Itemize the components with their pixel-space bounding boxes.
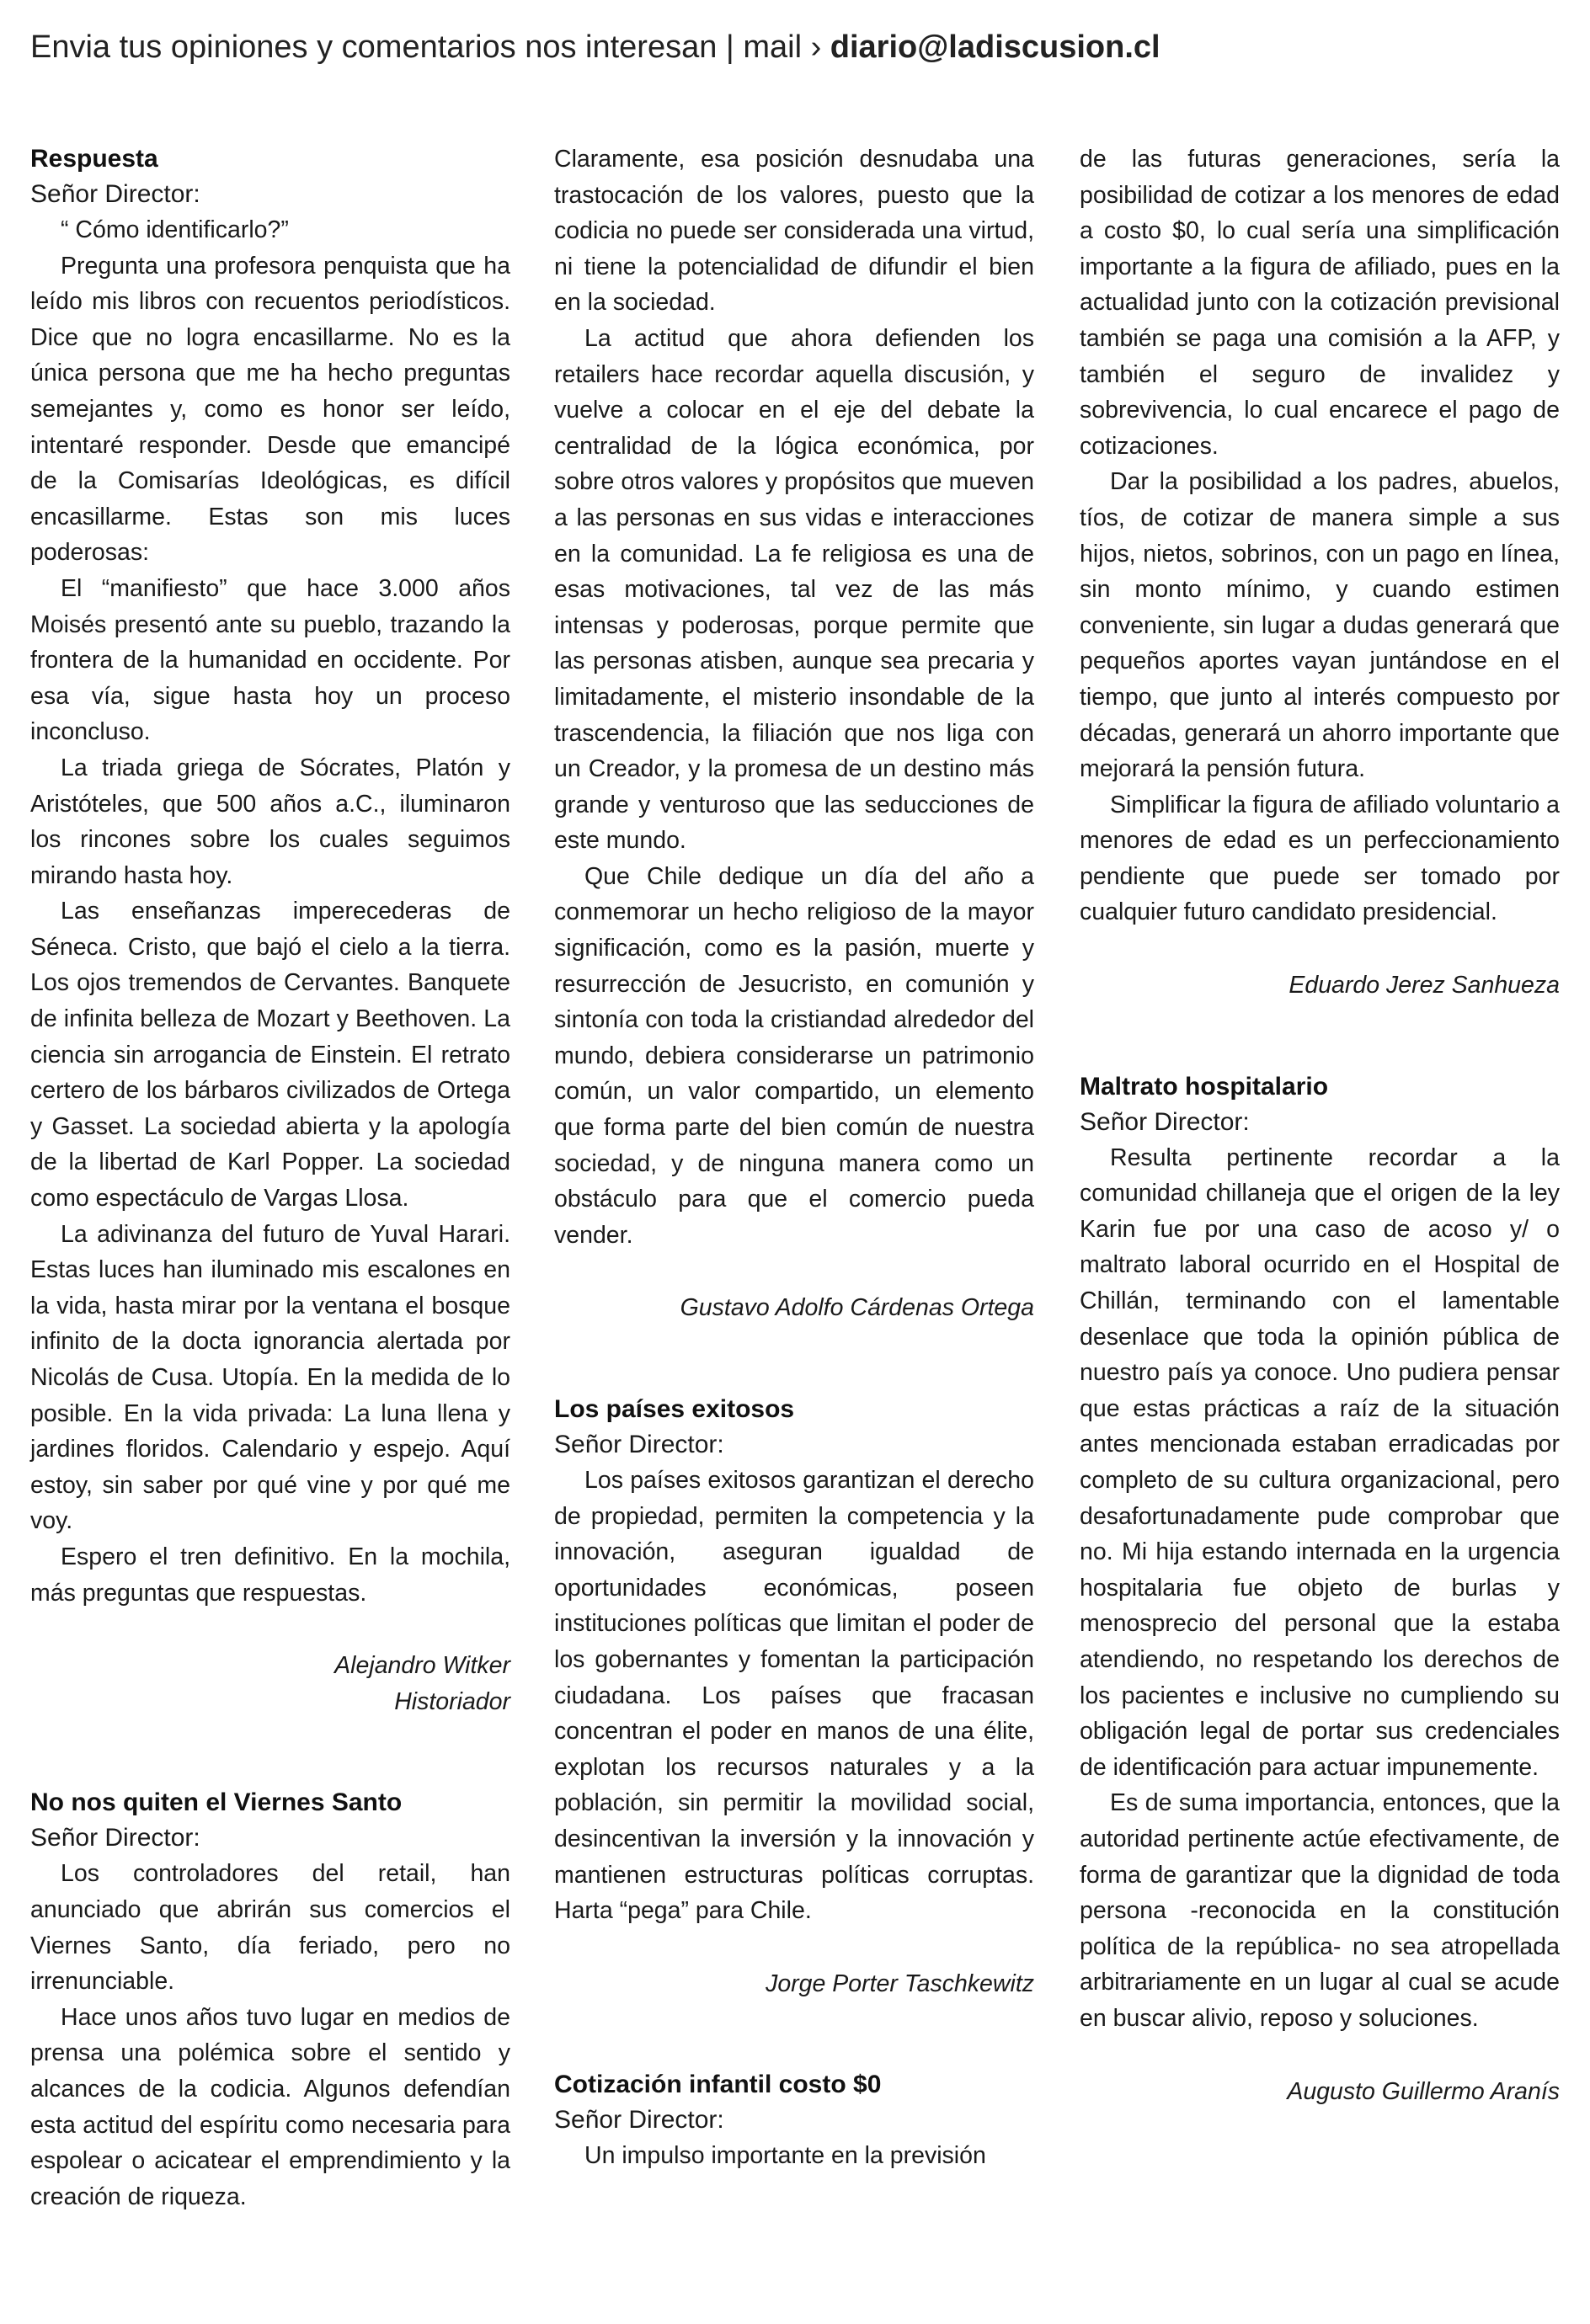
letter-paragraph: Las enseñanzas imperecederas de Séneca. Cristo, que bajó el cielo a la tierra. Los ojos tremendos de Cervantes. Banquete de infinita belleza de Mozart y Beethoven. La ciencia sin arrogancia de Einstein. El retrato certero de los bárbaros civilizados de Ortega y Gasset. La sociedad abierta y la apología de la libertad de Karl Popper. La sociedad como espectáculo de Vargas Llosa. [30,898,510,1213]
letter-signature [30,1648,510,1719]
header-text: Envia tus opiniones y comentarios nos interesan | mail › [30,29,830,65]
letter-paragraph: La actitud que ahora defienden los retailers hace recordar aquella discusión, y vuelve a colocar en el eje del debate la centralidad de la lógica económica, por sobre otros valores y propósitos que mueven a las personas en sus vidas e interacciones en la comunidad. La fe religiosa es una de esas motivaciones, tal vez de las más intensas y poderosas, porque permite que las personas atisben, aunque sea precaria y limitadamente, el misterio insondable de la trascendencia, la filiación que nos liga con un Creador, y la promesa de un destino más grande y venturoso que las seducciones de este mundo. [554,324,1034,855]
column-1 [30,141,510,2280]
letter-signature [554,1966,1034,2002]
letter-paragraph: Simplificar la figura de afiliado voluntario a menores de edad es un perfeccionamiento pendiente que puede ser tomado por cualquier futuro candidato presidencial. [1080,791,1560,926]
signature-name: Augusto Guillermo Aranís [1287,2077,1560,2105]
letter-viernes-santo-continued [554,141,1034,1326]
letter-title: Respuesta [30,145,158,173]
letter-paragraph: La adivinanza del futuro de Yuval Harari. Estas luces han iluminado mis escalones en la vida, hasta mirar por la ventana el bosque infinito de la docta ignorancia alertada por Nicolás de Cusa. Utopía. En la medida de lo posible. En la vida privada: La luna llena y jardines floridos. Calendario y espejo. Aquí estoy, sin saber por qué vine y por qué me voy. [30,1220,510,1535]
signature-role: Historiador [394,1687,510,1715]
letter-paragraph: Pregunta una profesora penquista que ha leído mis libros con recuentos periodísticos. Dice que no logra encasillarme. No es la única persona que me ha hecho preguntas semejantes y, como es honor ser leído, intentaré responder. Desde que emancipé de la Comisarías Ideológicas, es difícil encasillarme. Estas son mis luces poderosas: [30,252,510,567]
letter-paises-exitosos [554,1392,1034,2002]
page-header [30,22,1160,72]
letter-paragraph: de las futuras generaciones, sería la posibilidad de cotizar a los menores de edad a costo $0, lo cual sería una simplificación importante a la figura de afiliado, pues en la actualidad junto con la cotización previsional también se paga una comisión a la AFP, y también el seguro de invalidez y sobrevivencia, lo cual encarece el pago de cotizaciones. [1080,146,1560,460]
letter-paragraph: Dar la posibilidad a los padres, abuelos, tíos, de cotizar de manera simple a sus hijos, nietos, sobrinos, con un pago en línea, sin monto mínimo, y cuando estimen conveniente, sin lugar a dudas generará que pequeños aportes vayan juntándose en el tiempo, que junto al interés compuesto por décadas, generará un ahorro importante que mejorará la pensión futura. [1080,468,1560,783]
column-2 [554,141,1034,2240]
letter-cotizacion [554,2067,1034,2174]
signature-name: Eduardo Jerez Sanhueza [1289,972,1560,999]
letter-paragraph: Espero el tren definitivo. En la mochila, más preguntas que respuestas. [30,1543,510,1607]
letter-salutation: Señor Director: [554,2106,724,2135]
letter-salutation: Señor Director: [1080,1107,1250,1136]
letter-signature [1080,2074,1560,2110]
letter-paragraph: La triada griega de Sócrates, Platón y Aristóteles, que 500 años a.C., iluminaron los rincones sobre los cuales seguimos mirando hasta hoy. [30,754,510,889]
letter-salutation: Señor Director: [30,180,200,208]
email-link[interactable]: diario@ladiscusion.cl [830,29,1160,65]
letter-paragraph: Un impulso importante en la previsión [584,2142,986,2170]
letter-paragraph: Es de suma importancia, entonces, que la autoridad pertinente actúe efectivamente, de forma de garantizar que la dignidad de toda persona -reconocida en la constitución política de la república- no sea atropellada arbitrariamente en un lugar al cual se acude en buscar alivio, reposo y soluciones. [1080,1789,1560,2032]
letter-paragraph: Los controladores del retail, han anunciado que abrirán sus comercios el Viernes Santo, día feriado, pero no irrenunciable. [30,1860,510,1996]
letter-signature [1080,967,1560,1004]
signature-name: Jorge Porter Taschkewitz [766,1970,1034,1997]
letter-viernes-santo [30,1785,510,2215]
letter-title: Los países exitosos [554,1395,795,1423]
letter-maltrato [1080,1069,1560,2109]
letter-salutation: Señor Director: [554,1431,724,1458]
letter-paragraph: Los países exitosos garantizan el derecho de propiedad, permiten la competencia y la innovación, aseguran igualdad de oportunidades económicas, poseen instituciones políticas que limitan el poder de los gobernantes y fomentan la participación ciudadana. Los países que fracasan concentran el poder en manos de una élite, explotan los recursos naturales y a la población, sin permitir la movilidad social, desincentivan la inversión y la innovación y mantienen estructuras políticas corruptas. Harta “pega” para Chile. [554,1467,1034,1925]
letter-paragraph: El “manifiesto” que hace 3.000 años Moisés presentó ante su pueblo, trazando la frontera de la humanidad en occidente. Por esa vía, sigue hasta hoy un proceso inconcluso. [30,574,510,746]
letter-title: Cotización infantil costo $0 [554,2071,882,2099]
letter-paragraph: Que Chile dedique un día del año a conmemorar un hecho religioso de la mayor significación, como es la pasión, muerte y resurrección de Jesucristo, en comunión y sintonía con toda la cristiandad alrededor del mundo, debiera considerarse un patrimonio común, un valor compartido, un elemento que forma parte del bien común de nuestra sociedad, y de ninguna manera como un obstáculo para que el comercio pueda vender. [554,862,1034,1249]
letter-paragraph: “ Cómo identificarlo?” [61,216,289,243]
letter-signature [554,1290,1034,1326]
signature-name: Alejandro Witker [334,1652,510,1680]
letter-title: No nos quiten el Viernes Santo [30,1788,403,1817]
letter-cotizacion-continued [1080,141,1560,1004]
signature-name: Gustavo Adolfo Cárdenas Ortega [680,1294,1034,1322]
letter-respuesta [30,141,510,1719]
column-3 [1080,141,1560,2175]
letter-paragraph: Hace unos años tuvo lugar en medios de prensa una polémica sobre el sentido y alcances de la codicia. Algunos defendían esta actitud del espíritu como necesaria para espolear o acicatear el emprendimiento y la creación de riqueza. [30,2003,510,2210]
letter-salutation: Señor Director: [30,1824,200,1852]
letter-paragraph: Claramente, esa posición desnudaba una trastocación de los valores, puesto que la codicia no puede ser considerada una virtud, ni tiene la potencialidad de difundir el bien en la sociedad. [554,146,1034,317]
letter-paragraph: Resulta pertinente recordar a la comunidad chillaneja que el origen de la ley Karin fue por una caso de acoso y/ o maltrato laboral ocurrido en el Hospital de Chillán, terminando con el lamentable desenlace que toda la opinión pública de nuestro país ya conoce. Uno pudiera pensar que estas prácticas a raíz de la situación antes mencionada estaban erradicadas por completo de su cultura organizacional, pero desafortunadamente pude comprobar que no. Mi hija estando internada en la urgencia hospitalaria fue objeto de burlas y menosprecio del personal que la estaba atendiendo, no respetando los derechos de los pacientes e inclusive no cumpliendo su obligación legal de portar sus credenciales de identificación para actuar impunemente. [1080,1143,1560,1781]
letter-title: Maltrato hospitalario [1080,1072,1329,1101]
